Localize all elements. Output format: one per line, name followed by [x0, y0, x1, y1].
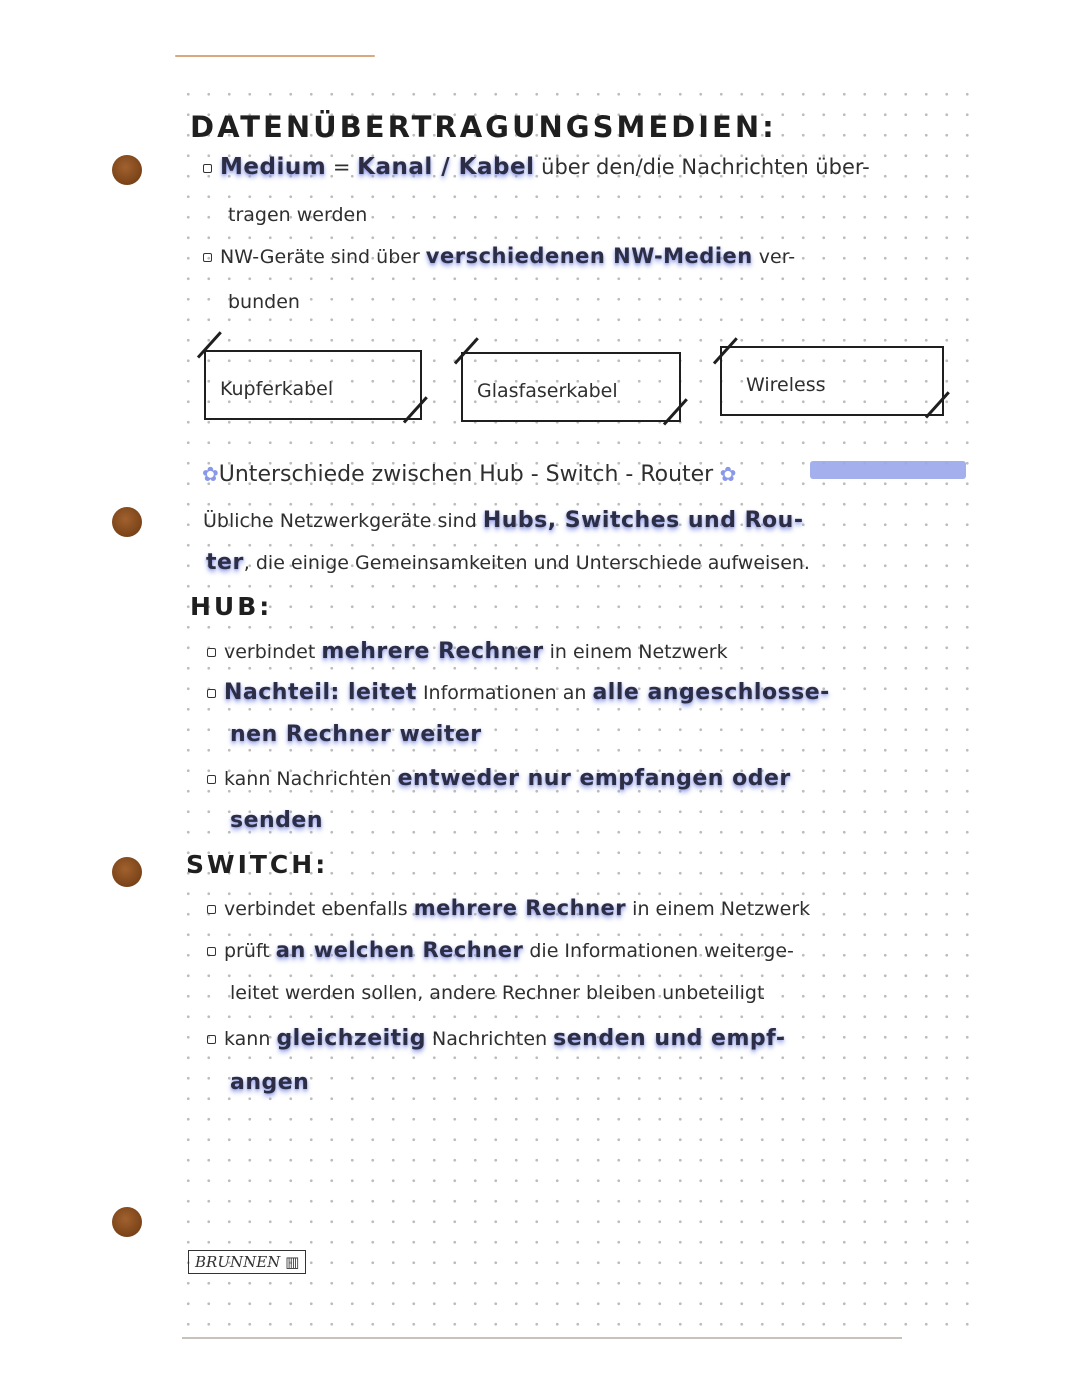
hub-bullet-3-cont: senden [230, 808, 324, 833]
media-box-wireless: Wireless [720, 346, 944, 416]
intro-bullet-2-cont: bunden [228, 291, 300, 313]
checkbox-bullet-icon [207, 648, 216, 657]
section-title: ✿Unterschiede zwischen Hub - Switch - Router ✿ [202, 462, 737, 487]
page-title: DATENÜBERTRAGUNGSMEDIEN: [190, 110, 777, 144]
checkbox-bullet-icon [207, 1035, 216, 1044]
intro-bullet-1: Medium = Kanal / Kabel über den/die Nachrichten über- [203, 154, 870, 180]
switch-bullet-3: kann gleichzeitig Nachrichten senden und empf- [207, 1026, 785, 1051]
media-box-copper: Kupferkabel [204, 350, 422, 420]
hub-bullet-3: kann Nachrichten entweder nur empfangen oder [207, 766, 791, 791]
switch-heading: SWITCH: [186, 850, 329, 879]
switch-bullet-2: prüft an welchen Rechner die Informationen weiterge- [207, 938, 794, 962]
punch-hole [112, 857, 142, 887]
brand-mark-icon: ▥ [285, 1253, 300, 1271]
intro-bullet-2: NW-Geräte sind über verschiedenen NW-Medien ver- [203, 244, 795, 268]
punch-hole [112, 507, 142, 537]
paragraph-line-2: ter, die einige Gemeinsamkeiten und Unterschiede aufweisen. [206, 550, 810, 575]
hub-heading: HUB: [190, 592, 273, 621]
flower-icon: ✿ [202, 462, 219, 486]
checkbox-bullet-icon [203, 164, 212, 173]
paragraph-line-1: Übliche Netzwerkgeräte sind Hubs, Switches und Rou- [203, 508, 804, 533]
hub-bullet-1: verbindet mehrere Rechner in einem Netzwerk [207, 639, 728, 664]
punch-hole [112, 155, 142, 185]
checkbox-bullet-icon [207, 947, 216, 956]
checkbox-bullet-icon [207, 689, 216, 698]
hub-bullet-2-cont: nen Rechner weiter [230, 722, 482, 747]
brand-logo: BRUNNEN ▥ [188, 1250, 306, 1274]
switch-bullet-2-cont: leitet werden sollen, andere Rechner bleiben unbeteiligt [230, 982, 765, 1004]
checkbox-bullet-icon [207, 905, 216, 914]
punch-hole [112, 1207, 142, 1237]
switch-bullet-1: verbindet ebenfalls mehrere Rechner in einem Netzwerk [207, 896, 810, 920]
checkbox-bullet-icon [203, 253, 212, 262]
flower-icon: ✿ [713, 462, 737, 486]
highlight-stripe [810, 461, 966, 479]
paper-bottom-edge [182, 1337, 902, 1339]
checkbox-bullet-icon [207, 775, 216, 784]
hub-bullet-2: Nachteil: leitet Informationen an alle angeschlosse- [207, 680, 830, 705]
switch-bullet-3-cont: angen [230, 1070, 310, 1095]
media-box-fiber: Glasfaserkabel [461, 352, 681, 422]
intro-bullet-1-cont: tragen werden [228, 204, 368, 226]
paper-top-edge [175, 55, 375, 57]
